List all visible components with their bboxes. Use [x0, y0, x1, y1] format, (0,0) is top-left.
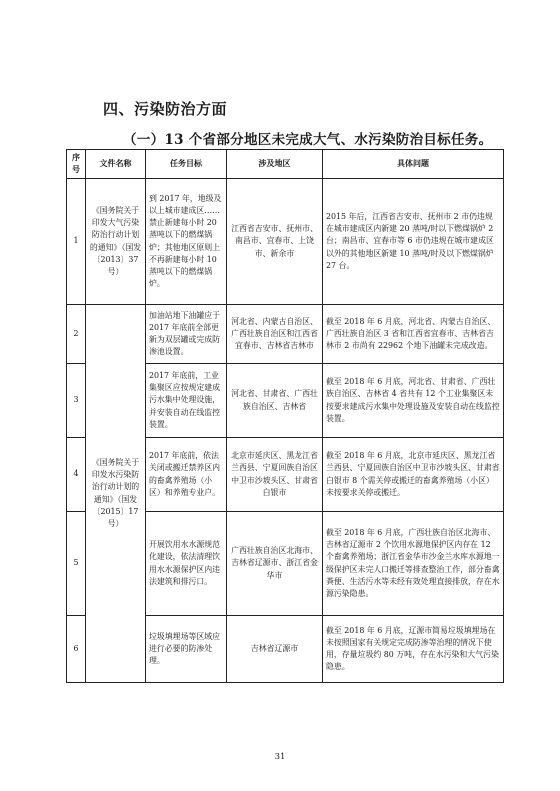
table-row	[67, 305, 504, 364]
page-number: 31	[274, 752, 286, 762]
col-header-problem: 具体问题	[323, 150, 504, 179]
region-cell: 北京市延庆区、黑龙江省兰西县、宁夏回族自治区中卫市沙坡头区、甘肃省白银市	[227, 438, 323, 512]
subsection-heading: （一）13 个省部分地区未完成大气、水污染防治目标任务。	[123, 132, 493, 148]
task-goal-cell: 2017 年底前，依法关闭或搬迁禁养区内的畜禽养殖场（小区）和养殖专业户。	[146, 438, 227, 512]
problem-cell: 截至 2018 年 6 月底，广西壮族自治区北海市、吉林省辽源市 2 个饮用水源地保护区内存在 12 个畜禽养殖场；浙江省金华市沙金兰水库水源地一级保护区未完人口搬迁等排查整治工作，部分畜禽粪便、生活污水等未经有效处理直接排放，存在水源污染隐患。	[323, 512, 504, 616]
row-number: 1	[67, 179, 86, 305]
problem-cell: 截至 2018 年 6 月底，河北省、内蒙古自治区、广西壮族自治区 3 省和江西省宜春市、吉林省吉林市 2 市尚有 22962 个地下油罐未完成改造。	[323, 305, 504, 364]
col-header-doc: 文件名称	[86, 150, 146, 179]
problem-cell: 截至 2018 年 6 月底，河北省、甘肃省、广西壮族自治区、吉林省 4 省共有 12 个工业集聚区未按要求建成污水集中处理设施及安装自动在线监控装置。	[323, 364, 504, 438]
region-cell: 吉林省辽源市	[227, 616, 323, 683]
region-cell: 河北省、内蒙古自治区、广西壮族自治区和江西省宜春市、吉林省吉林市	[227, 305, 323, 364]
doc-name-cell: 《国务院关于印发水污染防治行动计划的通知》（国发〔2015〕17号）	[86, 305, 146, 683]
row-number: 6	[67, 616, 86, 683]
problem-cell: 2015 年后，江西省吉安市、抚州市 2 市仍违规在城市建成区内新建 20 蒸吨/时以下燃煤锅炉 2 台；南昌市、宜春市等 6 市仍违规在城市建成区以外的其他地区新建 10 蒸吨/时及以下燃煤锅炉 27 台。	[323, 179, 504, 305]
problem-cell: 截至 2018 年 6 月底，北京市延庆区、黑龙江省兰西县、宁夏回族自治区中卫市沙坡头区、甘肃省白银市 8 个需关停或搬迁的畜禽养殖场（小区）未按要求关停或搬迁。	[323, 438, 504, 512]
task-goal-cell: 到 2017 年，地级及以上城市建成区……禁止新建每小时 20 蒸吨以下的燃煤锅炉；其他地区原则上不再新建每小时 10 蒸吨以下的燃煤锅炉。	[146, 179, 227, 305]
row-number: 4	[67, 438, 86, 512]
table-header-row	[67, 150, 504, 179]
col-header-area: 涉及地区	[227, 150, 323, 179]
problem-cell: 截至 2018 年 6 月底，辽源市简易垃圾填埋场在未按照国家有关规定完成防渗等治理的情况下使用，存量垃圾约 80 万吨，存在水污染和大气污染隐患。	[323, 616, 504, 683]
region-cell: 河北省、甘肃省、广西壮族自治区、吉林省	[227, 364, 323, 438]
task-goal-cell: 加油站地下油罐应于 2017 年底前全部更新为双层罐或完成防渗池设置。	[146, 305, 227, 364]
doc-name-cell: 《国务院关于印发大气污染防治行动计划的通知》（国发〔2013〕37号）	[86, 179, 146, 305]
table-row	[67, 179, 504, 305]
col-header-goal: 任务目标	[146, 150, 227, 179]
task-goal-cell: 开展饮用水水源规范化建设，依法清理饮用水水源保护区内违法建筑和排污口。	[146, 512, 227, 616]
row-number: 3	[67, 364, 86, 438]
region-cell: 广西壮族自治区北海市、吉林省辽源市、浙江省金华市	[227, 512, 323, 616]
col-header-no: 序号	[67, 150, 86, 179]
row-number: 2	[67, 305, 86, 364]
task-goal-cell: 2017 年底前，工业集聚区应按规定建成污水集中处理设施，并安装自动在线监控装置。	[146, 364, 227, 438]
task-goal-cell: 垃圾填埋场等区域应进行必要的防渗处理。	[146, 616, 227, 683]
issues-table	[66, 149, 504, 683]
region-cell: 江西省吉安市、抚州市、南昌市、宜春市、上饶市、新余市	[227, 179, 323, 305]
row-number: 5	[67, 512, 86, 616]
section-heading: 四、污染防治方面	[103, 100, 228, 118]
